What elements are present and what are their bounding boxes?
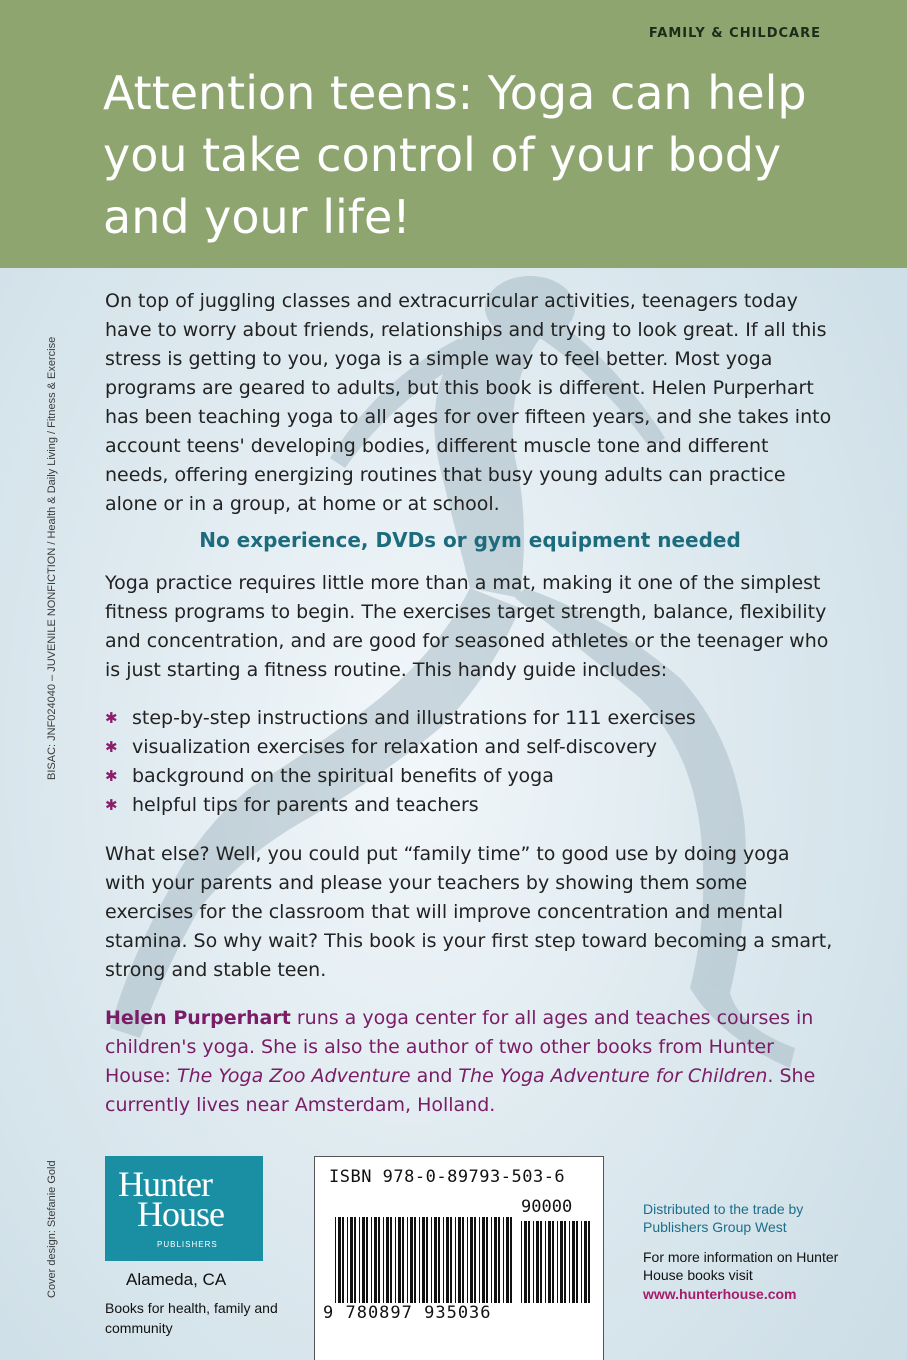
barcode-bar — [458, 1217, 461, 1303]
barcode-bar — [419, 1217, 420, 1303]
barcode-bar — [450, 1217, 452, 1303]
barcode-bar — [359, 1217, 360, 1303]
author-bio: Helen Purperhart runs a yoga center for all ages and teaches courses in children's yoga. She is also the author of two other books from Hunter House: The Yoga Zoo Adventure and The Yoga Adventure for Children. She currently lives near Amsterdam, Holland. — [105, 1007, 816, 1116]
barcode-bar — [462, 1217, 464, 1303]
barcode-bar — [443, 1217, 444, 1303]
barcode-bar — [552, 1221, 554, 1303]
barcode-bar — [446, 1217, 449, 1303]
list-item: ✱ visualization exercises for relaxation and self-discovery — [105, 733, 696, 762]
barcode-bar — [467, 1217, 468, 1303]
barcode-bar — [438, 1217, 440, 1303]
barcode-bar — [572, 1221, 575, 1303]
barcode-bar — [395, 1217, 396, 1303]
author-name: Helen Purperhart — [105, 1007, 291, 1029]
barcode-bar — [494, 1217, 497, 1303]
barcode-bar — [576, 1221, 578, 1303]
barcode-bar — [398, 1217, 401, 1303]
publisher-location: Alameda, CA — [126, 1270, 227, 1289]
barcode-bar — [533, 1221, 534, 1303]
intro-paragraph: On top of juggling classes and extracurricular activities, teenagers today have to worry about friends, relationships and trying to look great. If all this stress is getting to you, yoga is a simple way to feel better. Most yoga programs are geared to adults, but this book is different. Helen Purperhart has been teaching yoga to all ages for over fifteen years, and she takes into account teens' developing bodies, different muscle tone and different needs, offering energizing routines that busy young adults can practice alone or in a group, at home or at school. — [105, 290, 832, 515]
addon-barcode — [521, 1221, 593, 1303]
barcode-bar — [374, 1217, 377, 1303]
barcode-bar — [581, 1221, 582, 1303]
barcode-bar — [482, 1217, 485, 1303]
barcode-bar — [383, 1217, 384, 1303]
barcode-bar — [548, 1221, 551, 1303]
barcode-bar — [431, 1217, 432, 1303]
list-item: ✱ step-by-step instructions and illustrations for 111 exercises — [105, 704, 696, 733]
category-label: FAMILY & CHILDCARE — [648, 26, 821, 41]
barcode-bar — [584, 1221, 587, 1303]
barcode-bar — [390, 1217, 392, 1303]
barcode-bar — [378, 1217, 380, 1303]
barcode-bar — [536, 1221, 539, 1303]
isbn-number: ISBN 978-0-89793-503-6 — [329, 1167, 566, 1187]
barcode-bar — [410, 1217, 413, 1303]
barcode-bar — [342, 1217, 344, 1303]
barcode-bar — [347, 1217, 348, 1303]
barcode-bar — [386, 1217, 389, 1303]
book-title: The Yoga Adventure for Children — [458, 1065, 768, 1087]
barcode-bar — [366, 1217, 368, 1303]
barcode-bar — [569, 1221, 570, 1303]
publisher-tagline: Books for health, family and community — [105, 1300, 278, 1336]
barcode-bar — [540, 1221, 542, 1303]
more-info-note: For more information on Hunter House books visit — [643, 1249, 839, 1283]
barcode-bar — [362, 1217, 365, 1303]
barcode-bar — [338, 1217, 341, 1303]
barcode-bar — [524, 1221, 527, 1303]
cover-design-credit: Cover design: Stefanie Gold — [46, 1160, 58, 1298]
ean-barcode — [335, 1217, 515, 1303]
website-link[interactable]: www.hunterhouse.com — [643, 1286, 797, 1302]
barcode-bar — [545, 1221, 546, 1303]
header-band — [0, 0, 907, 268]
barcode-bar — [470, 1217, 473, 1303]
barcode-bar — [350, 1217, 353, 1303]
barcode-bar — [503, 1217, 504, 1303]
barcode-bar — [588, 1221, 590, 1303]
barcode-bar — [498, 1217, 500, 1303]
barcode-bar — [474, 1217, 476, 1303]
price-code: 90000 — [521, 1197, 573, 1217]
barcode-bar — [557, 1221, 558, 1303]
barcode-bar — [491, 1217, 492, 1303]
barcode-bar — [521, 1221, 522, 1303]
asterisk-bullet-icon: ✱ — [105, 796, 118, 814]
list-item: ✱ background on the spiritual benefits of yoga — [105, 762, 696, 791]
bisac-code: BISAC: JNF024040 – JUVENILE NONFICTION / Health & Daily Living / Fitness & Exercise — [46, 336, 58, 780]
barcode-bar — [479, 1217, 480, 1303]
barcode-bar — [560, 1221, 563, 1303]
barcode-bar — [422, 1217, 425, 1303]
barcode-bar — [510, 1217, 512, 1303]
asterisk-bullet-icon: ✱ — [105, 767, 118, 785]
barcode-bar — [434, 1217, 437, 1303]
asterisk-bullet-icon: ✱ — [105, 709, 118, 727]
barcode-bar — [506, 1217, 509, 1303]
barcode-bar — [414, 1217, 416, 1303]
barcode-bar — [354, 1217, 356, 1303]
barcode-bar — [486, 1217, 488, 1303]
headline: Attention teens: Yoga can help you take control of your body and your life! — [103, 66, 807, 244]
feature-list — [105, 704, 696, 820]
ean-number: 9 780897 935036 — [323, 1303, 492, 1323]
practice-paragraph: Yoga practice requires little more than a mat, making it one of the simplest fitness programs to begin. The exercises target strength, balance, flexibility and concentration, and are good for seasoned athletes or the teenager who is just starting a fitness routine. This handy guide includes: — [105, 572, 829, 681]
barcode-box — [314, 1156, 604, 1360]
book-title: The Yoga Zoo Adventure — [176, 1065, 411, 1087]
subheading: No experience, DVDs or gym equipment needed — [199, 528, 741, 552]
barcode-bar — [335, 1217, 336, 1303]
barcode-bar — [407, 1217, 408, 1303]
barcode-bar — [455, 1217, 456, 1303]
barcode-bar — [528, 1221, 530, 1303]
asterisk-bullet-icon: ✱ — [105, 738, 118, 756]
publisher-logo: Hunter House PUBLISHERS — [105, 1156, 263, 1261]
list-item: ✱ helpful tips for parents and teachers — [105, 791, 696, 820]
barcode-bar — [402, 1217, 404, 1303]
barcode-bar — [426, 1217, 428, 1303]
distribution-note: Distributed to the trade by Publishers Group West — [643, 1201, 804, 1235]
barcode-bar — [564, 1221, 566, 1303]
closing-paragraph: What else? Well, you could put “family time” to good use by doing yoga with your parents and please your teachers by showing them some exercises for the classroom that will improve concentration and mental stamina. So why wait? This book is your first step toward becoming a smart, strong and stable teen. — [105, 843, 833, 981]
barcode-bar — [371, 1217, 372, 1303]
